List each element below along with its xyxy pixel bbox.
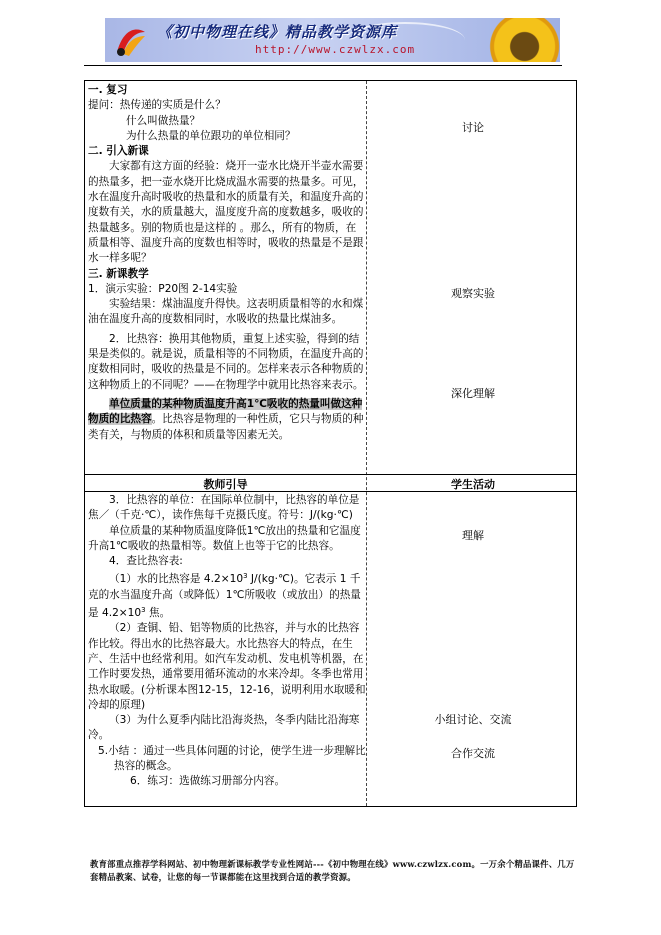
review-question: 什么叫做热量？: [126, 114, 201, 127]
activity-deepen: 深化理解: [451, 387, 495, 400]
page-footer: 教育部重点推荐学科网站、初中物理新课标教学专业性网站---《初中物理在线》www.czwlzx.com。一万余个精品课件、几万套精品教案、试卷，让您的每一节课都能在这里找到合适的教学资源。: [90, 859, 575, 882]
lesson-table: [84, 80, 577, 807]
activity-group: 小组讨论、交流: [434, 713, 512, 726]
water-text: J/(kg·℃)。它表示 1 千克的水当温度升高（或降低）1℃所吸收（或放出）的热量是 4.2×10: [88, 573, 361, 620]
intro-heading: 二. 引入新课: [88, 145, 149, 158]
unit-paragraph: 3．比热容的单位：在国际单位制中，比热容的单位是焦／（千克·℃），读作焦每千克摄氏度。符号：J/(kg·℃): [88, 494, 360, 522]
column-header-student: 学生活动: [451, 478, 495, 491]
activity-understand: 理解: [462, 529, 484, 542]
summary-paragraph: 5.小结 ：通过一些具体问题的讨论，使学生进一步理解比热容的概念。: [98, 744, 366, 773]
definition-highlight: 单位质量的某种物质温度升高1℃吸收的热量叫做这种物质的比热容: [88, 397, 363, 426]
review-question: 为什么热量的单位跟功的单位相同？: [126, 129, 296, 142]
site-logo: [113, 22, 149, 58]
coast-paragraph: （3）为什么夏季内陆比沿海炎热，冬季内陆比沿海寒冷。: [88, 714, 360, 742]
banner-url[interactable]: http://www.czwlzx.com: [255, 43, 416, 56]
header-rule: [84, 65, 562, 66]
practice-paragraph: 6．练习：选做练习册部分内容。: [130, 775, 286, 788]
activity-observe: 观察实验: [451, 287, 495, 300]
specific-heat-paragraph: 2．比热容：换用其他物质，重复上述实验，得到的结果是类似的。就是说，质量相等的不同物质，在温度升高的度数相同时，吸收的热量是不同的。怎样来表示各种物质的这种物质上的不同呢？——在物理学中就用比热容来表示。: [88, 332, 364, 391]
water-paragraph: [88, 569, 366, 621]
intro-paragraph: 大家都有这方面的经验：烧开一壶水比烧开半壶水需要的热量多，把一壶水烧开比烧成温水需要的热量多。可见，水在温度升高时吸收的热量和水的质量有关，和温度升高的度数有关，水的质量越大，温度度升高的度数越多，吸收的热量越多。别的物质也是这样的 。那么，所有的物质，在质量相等、温度升高的度数也相等时，吸收的热量是不是跟水一样多呢？: [88, 160, 364, 265]
water-text: 焦。: [145, 607, 171, 620]
sunflower-icon: [474, 18, 560, 62]
equality-paragraph: 单位质量的某种物质温度降低1℃放出的热量和它温度升高1℃吸收的热量相等。数值上也等于它的比热容。: [88, 524, 361, 552]
column-divider: [366, 81, 367, 806]
exponent: 3: [243, 572, 248, 581]
definition-paragraph: [88, 397, 366, 443]
lesson-content-upper: [88, 83, 366, 443]
experiment-title: 1．演示实验：P20图 2-14实验: [88, 282, 238, 295]
row-divider: [85, 474, 576, 475]
review-question: 提问：热传递的实质是什么？: [88, 99, 226, 112]
water-text: （1）水的比热容是 4.2×10: [109, 573, 244, 586]
teaching-heading: 三. 新课教学: [88, 267, 149, 280]
column-header-teacher: 教师引导: [203, 478, 248, 491]
table-title: 4．查比热容表:: [109, 555, 183, 568]
exponent: 3: [141, 606, 146, 615]
lesson-content-lower: [88, 493, 366, 790]
metals-paragraph: （2）查铜、铅、铝等物质的比热容，并与水的比热容作比较。得出水的比热容最大。水比热容大的特点，在生产、生活中也经常利用。如汽车发动机、发电机等机器，在工作时要发热，通常要用循环流动的水来冷却。冬季也常用热水取暖。(分析课本图12-15，12-16，说明利用水取暖和冷却的原理): [88, 622, 366, 711]
definition-rest: 。比热容是物理的一种性质，它只与物质的种类有关，与物质的体积和质量等因素无关。: [88, 413, 364, 441]
banner-title: 《初中物理在线》精品教学资源库: [157, 23, 398, 41]
activity-cooperate: 合作交流: [451, 747, 495, 760]
activity-discuss: 讨论: [462, 121, 484, 134]
experiment-result: 实验结果：煤油温度升得快。这表明质量相等的水和煤油在温度升高的度数相同时，水吸收的热量比煤油多。: [88, 298, 364, 326]
review-heading: 一. 复习: [88, 84, 128, 96]
site-banner: [105, 18, 560, 62]
